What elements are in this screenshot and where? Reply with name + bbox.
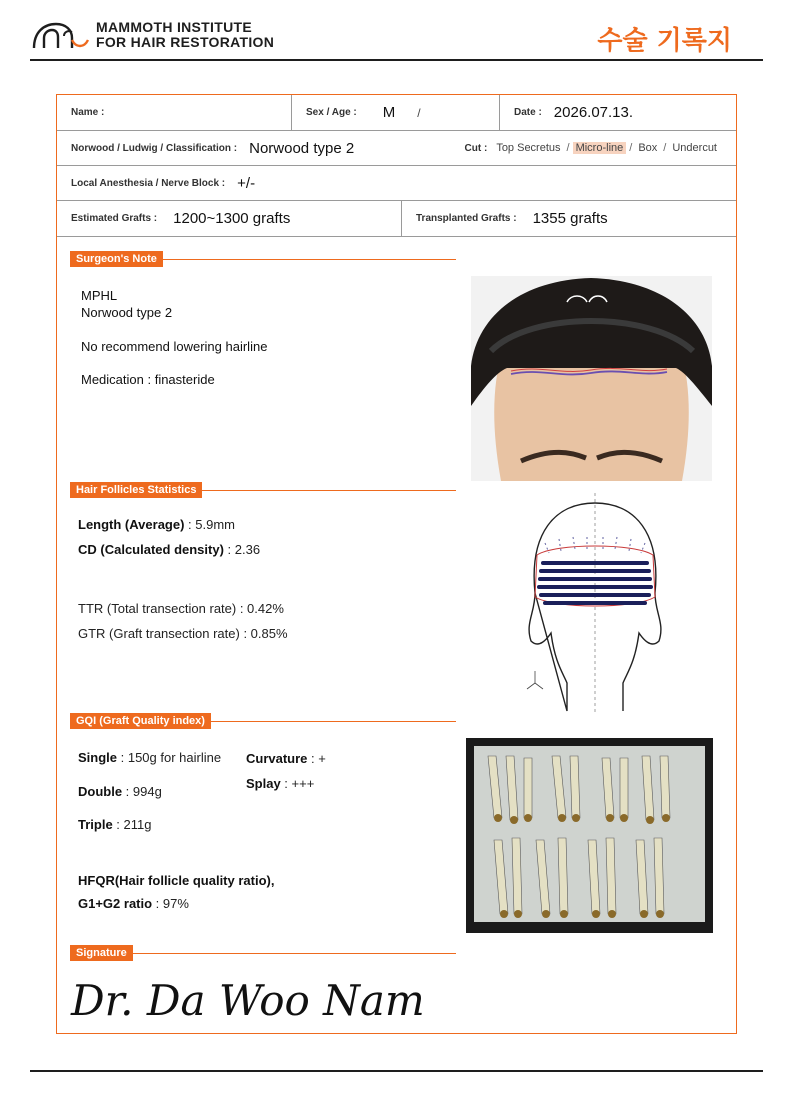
anesthesia-value: +/- [237, 174, 256, 192]
sex-age-cell [292, 95, 500, 130]
note-line-2: Norwood type 2 [81, 305, 173, 320]
double-value: : 994g [122, 784, 162, 799]
name-label: Name : [71, 107, 105, 118]
triple-value: : 211g [112, 817, 152, 832]
cd-stat [78, 542, 260, 557]
estimated-grafts-value: 1200~1300 grafts [173, 210, 291, 227]
sex-age-label: Sex / Age : [306, 107, 357, 118]
note-line-4: Medication : finasteride [81, 372, 215, 387]
estimated-grafts-label: Estimated Grafts : [71, 213, 158, 224]
row-grafts [57, 201, 736, 237]
curvature-value: : + [307, 751, 326, 766]
surgeon-note-header [70, 251, 456, 267]
double-label: Double [78, 784, 123, 799]
g1g2-value: : 97% [152, 896, 189, 911]
estimated-cell [57, 201, 402, 236]
length-stat [78, 517, 235, 532]
classification-label: Norwood / Ludwig / Classification : [71, 142, 238, 154]
signature-image [67, 967, 447, 1029]
triple-label: Triple [78, 817, 113, 832]
transplanted-cell [402, 201, 736, 236]
row-anesthesia [57, 166, 736, 201]
sex-age-separator: / [417, 105, 421, 120]
logo-line-2: FOR HAIR RESTORATION [96, 34, 275, 50]
donor-area-diagram [515, 493, 675, 713]
follicle-stats-title: Hair Follicles Statistics [70, 482, 202, 498]
signature-text: Dr. Da Woo Nam [71, 976, 425, 1025]
hairline-photo [471, 276, 712, 481]
gtr-label: GTR (Graft transection rate) [78, 626, 240, 641]
date-cell [500, 95, 736, 130]
curvature-stat [246, 751, 326, 766]
g1g2-label: G1+G2 ratio [78, 896, 153, 911]
gtr-value: : 0.85% [239, 626, 288, 641]
cd-label: CD (Calculated density) [78, 542, 224, 557]
name-cell [57, 95, 292, 130]
anesthesia-cell [57, 166, 736, 200]
document-title: 수술 기록지 [597, 26, 732, 56]
ttr-stat [78, 601, 284, 616]
surgeon-note-title: Surgeon's Note [70, 251, 163, 267]
cut-option-micro-line: Micro-line [573, 142, 627, 154]
institute-logo [30, 18, 274, 52]
sex-value: M [382, 104, 396, 121]
single-value: : 150g for hairline [117, 750, 222, 765]
cd-value: : 2.36 [223, 542, 261, 557]
classification-value: Norwood type 2 [249, 139, 355, 157]
cut-option-top-secretus: Top Secretus [496, 142, 561, 154]
follicle-stats-header [70, 482, 456, 498]
triple-stat [78, 817, 151, 832]
bottom-divider [30, 1070, 763, 1072]
gqi-title: GQI (Graft Quality index) [70, 713, 211, 729]
cut-label: Cut : [464, 142, 488, 154]
date-label: Date : [514, 107, 542, 118]
hfqr-label: HFQR(Hair follicle quality ratio), [78, 873, 275, 888]
single-stat [78, 750, 221, 765]
row-classification [57, 131, 736, 166]
record-form [56, 94, 737, 1034]
top-divider [30, 59, 763, 61]
graft-microscope-photo [466, 738, 713, 933]
gqi-header [70, 713, 456, 729]
ttr-value: : 0.42% [236, 601, 284, 616]
splay-label: Splay [246, 776, 281, 791]
hfqr-stat [78, 873, 274, 888]
note-line-1: MPHL [81, 288, 118, 303]
date-value: 2026.07.13. [553, 104, 634, 121]
row-name-sex-date [57, 95, 736, 131]
g1g2-stat [78, 896, 189, 911]
splay-stat [246, 776, 314, 791]
single-label: Single [78, 750, 118, 765]
double-stat [78, 784, 162, 799]
transplanted-grafts-value: 1355 grafts [532, 210, 608, 227]
splay-value: : +++ [280, 776, 315, 791]
cut-options: Cut : Top Secretus / Micro-line / Box / Undercut [465, 142, 720, 154]
curvature-label: Curvature [246, 751, 308, 766]
gtr-stat [78, 626, 288, 641]
length-value: : 5.9mm [184, 517, 235, 532]
anesthesia-label: Local Anesthesia / Nerve Block : [71, 177, 226, 189]
ttr-label: TTR (Total transection rate) [78, 601, 237, 616]
length-label: Length (Average) [78, 517, 185, 532]
classification-cell [57, 131, 736, 165]
logo-line-1: MAMMOTH INSTITUTE [96, 19, 252, 35]
cut-option-undercut: Undercut [672, 142, 717, 154]
signature-header [70, 945, 456, 961]
cut-option-box: Box [638, 142, 658, 154]
signature-title: Signature [70, 945, 133, 961]
transplanted-grafts-label: Transplanted Grafts : [416, 213, 517, 224]
note-line-3: No recommend lowering hairline [81, 339, 268, 354]
mammoth-logo-icon [30, 18, 92, 52]
